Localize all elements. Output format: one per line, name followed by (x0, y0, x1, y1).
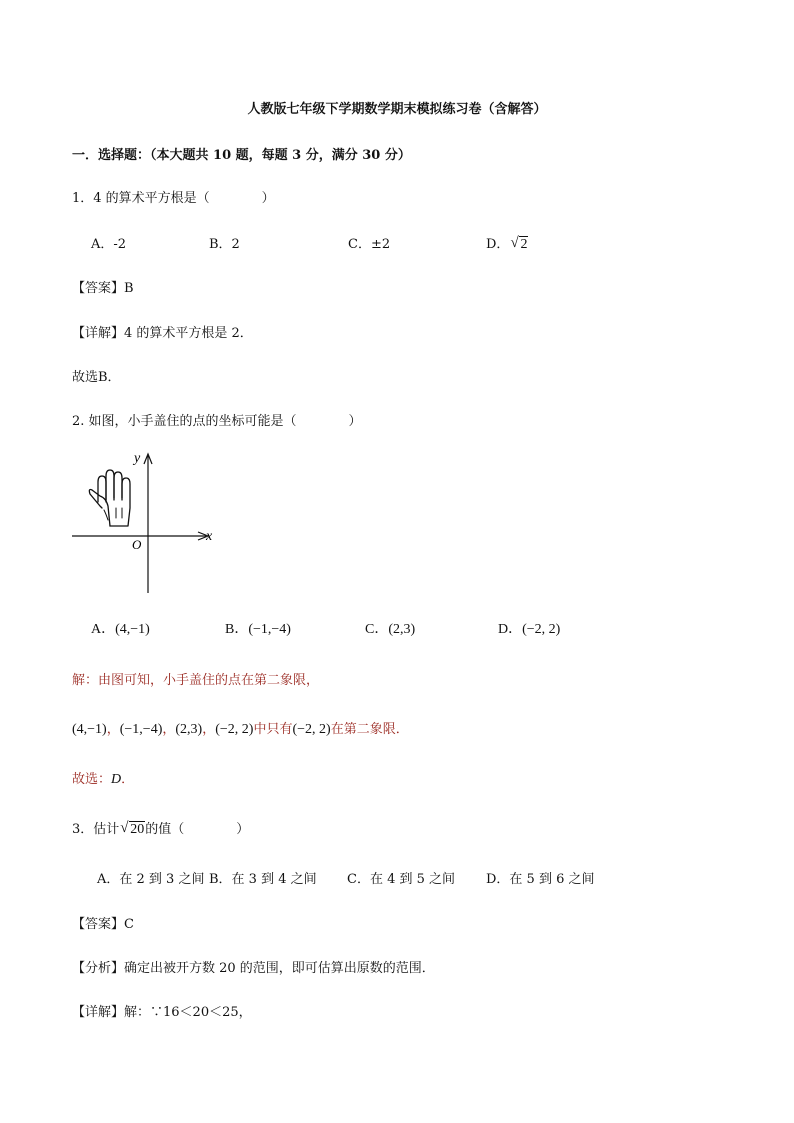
q1-option-d-label: D． (486, 237, 510, 252)
q2-option-b: B．(−1,−4) (225, 622, 291, 637)
origin-label: O (132, 537, 142, 552)
radicand: 20 (130, 822, 145, 837)
sqrt-expression: √ 20 (120, 820, 145, 837)
q1-option-b: B．2 (209, 237, 240, 252)
solution-text: 中只有 (253, 722, 293, 737)
choice-value: D (111, 772, 122, 787)
q1-option-d (486, 236, 528, 254)
question-3-answer: 【答案】C (72, 917, 134, 932)
section-heading: 一．选择题：（本大题共 10 题，每题 3 分，满分 30 分） (72, 148, 411, 163)
separator: ， (162, 722, 176, 737)
question-2-choice (72, 771, 134, 789)
q2-option-d: D．(−2, 2) (498, 622, 561, 637)
radicand: 2 (520, 237, 528, 252)
q3-option-a: A．在 2 到 3 之间 (97, 872, 205, 887)
q1-option-a: A．-2 (91, 237, 127, 252)
coord-a: (4,−1) (72, 722, 107, 737)
coordinate-figure (66, 448, 226, 598)
question-2-stem: 2. 如图，小手盖住的点的坐标可能是（ ） (72, 414, 362, 429)
question-1-answer: 【答案】B (72, 281, 134, 296)
coord-b: (−1,−4) (119, 722, 163, 737)
page-title: 人教版七年级下学期数学期末模拟练习卷（含解答） (247, 102, 547, 117)
sqrt-expression: √ 2 (510, 235, 528, 252)
question-1-stem: 1．4 的算术平方根是（ ） (72, 191, 275, 206)
question-3-stem (72, 821, 249, 839)
stem-prefix: 3．估计 (72, 822, 120, 837)
q1-option-c: C．±2 (348, 237, 391, 252)
coord-c: (2,3) (175, 722, 203, 737)
coord-d: (−2, 2) (215, 722, 254, 737)
y-axis-label: y (134, 451, 141, 466)
separator: ， (106, 722, 120, 737)
q3-option-b: B．在 3 到 4 之间 (209, 872, 317, 887)
q3-option-d: D．在 5 到 6 之间 (486, 872, 595, 887)
q2-option-c: C．(2,3) (365, 622, 416, 637)
q2-option-a: A．(4,−1) (91, 622, 150, 637)
question-3-analysis: 【分析】确定出被开方数 20 的范围，即可估算出原数的范围． (72, 961, 435, 976)
choice-suffix: ． (121, 772, 135, 787)
question-1-detail: 【详解】4 的算术平方根是 2． (72, 326, 253, 341)
q3-option-c: C．在 4 到 5 之间 (347, 872, 456, 887)
choice-prefix: 故选： (72, 772, 112, 787)
question-3-detail: 【详解】解：∵16＜20＜25， (72, 1005, 252, 1020)
stem-suffix: 的值（ ） (145, 822, 250, 837)
solution-text-end: 在第二象限． (330, 722, 409, 737)
separator: ， (202, 722, 216, 737)
hand-icon (89, 470, 130, 526)
x-axis-label: x (206, 529, 213, 544)
question-2-solution-line2 (72, 721, 409, 739)
question-2-solution-line1: 解：由图可知，小手盖住的点在第二象限， (72, 673, 320, 688)
coord-d-repeat: (−2, 2) (292, 722, 331, 737)
question-1-choice: 故选B． (72, 370, 121, 385)
